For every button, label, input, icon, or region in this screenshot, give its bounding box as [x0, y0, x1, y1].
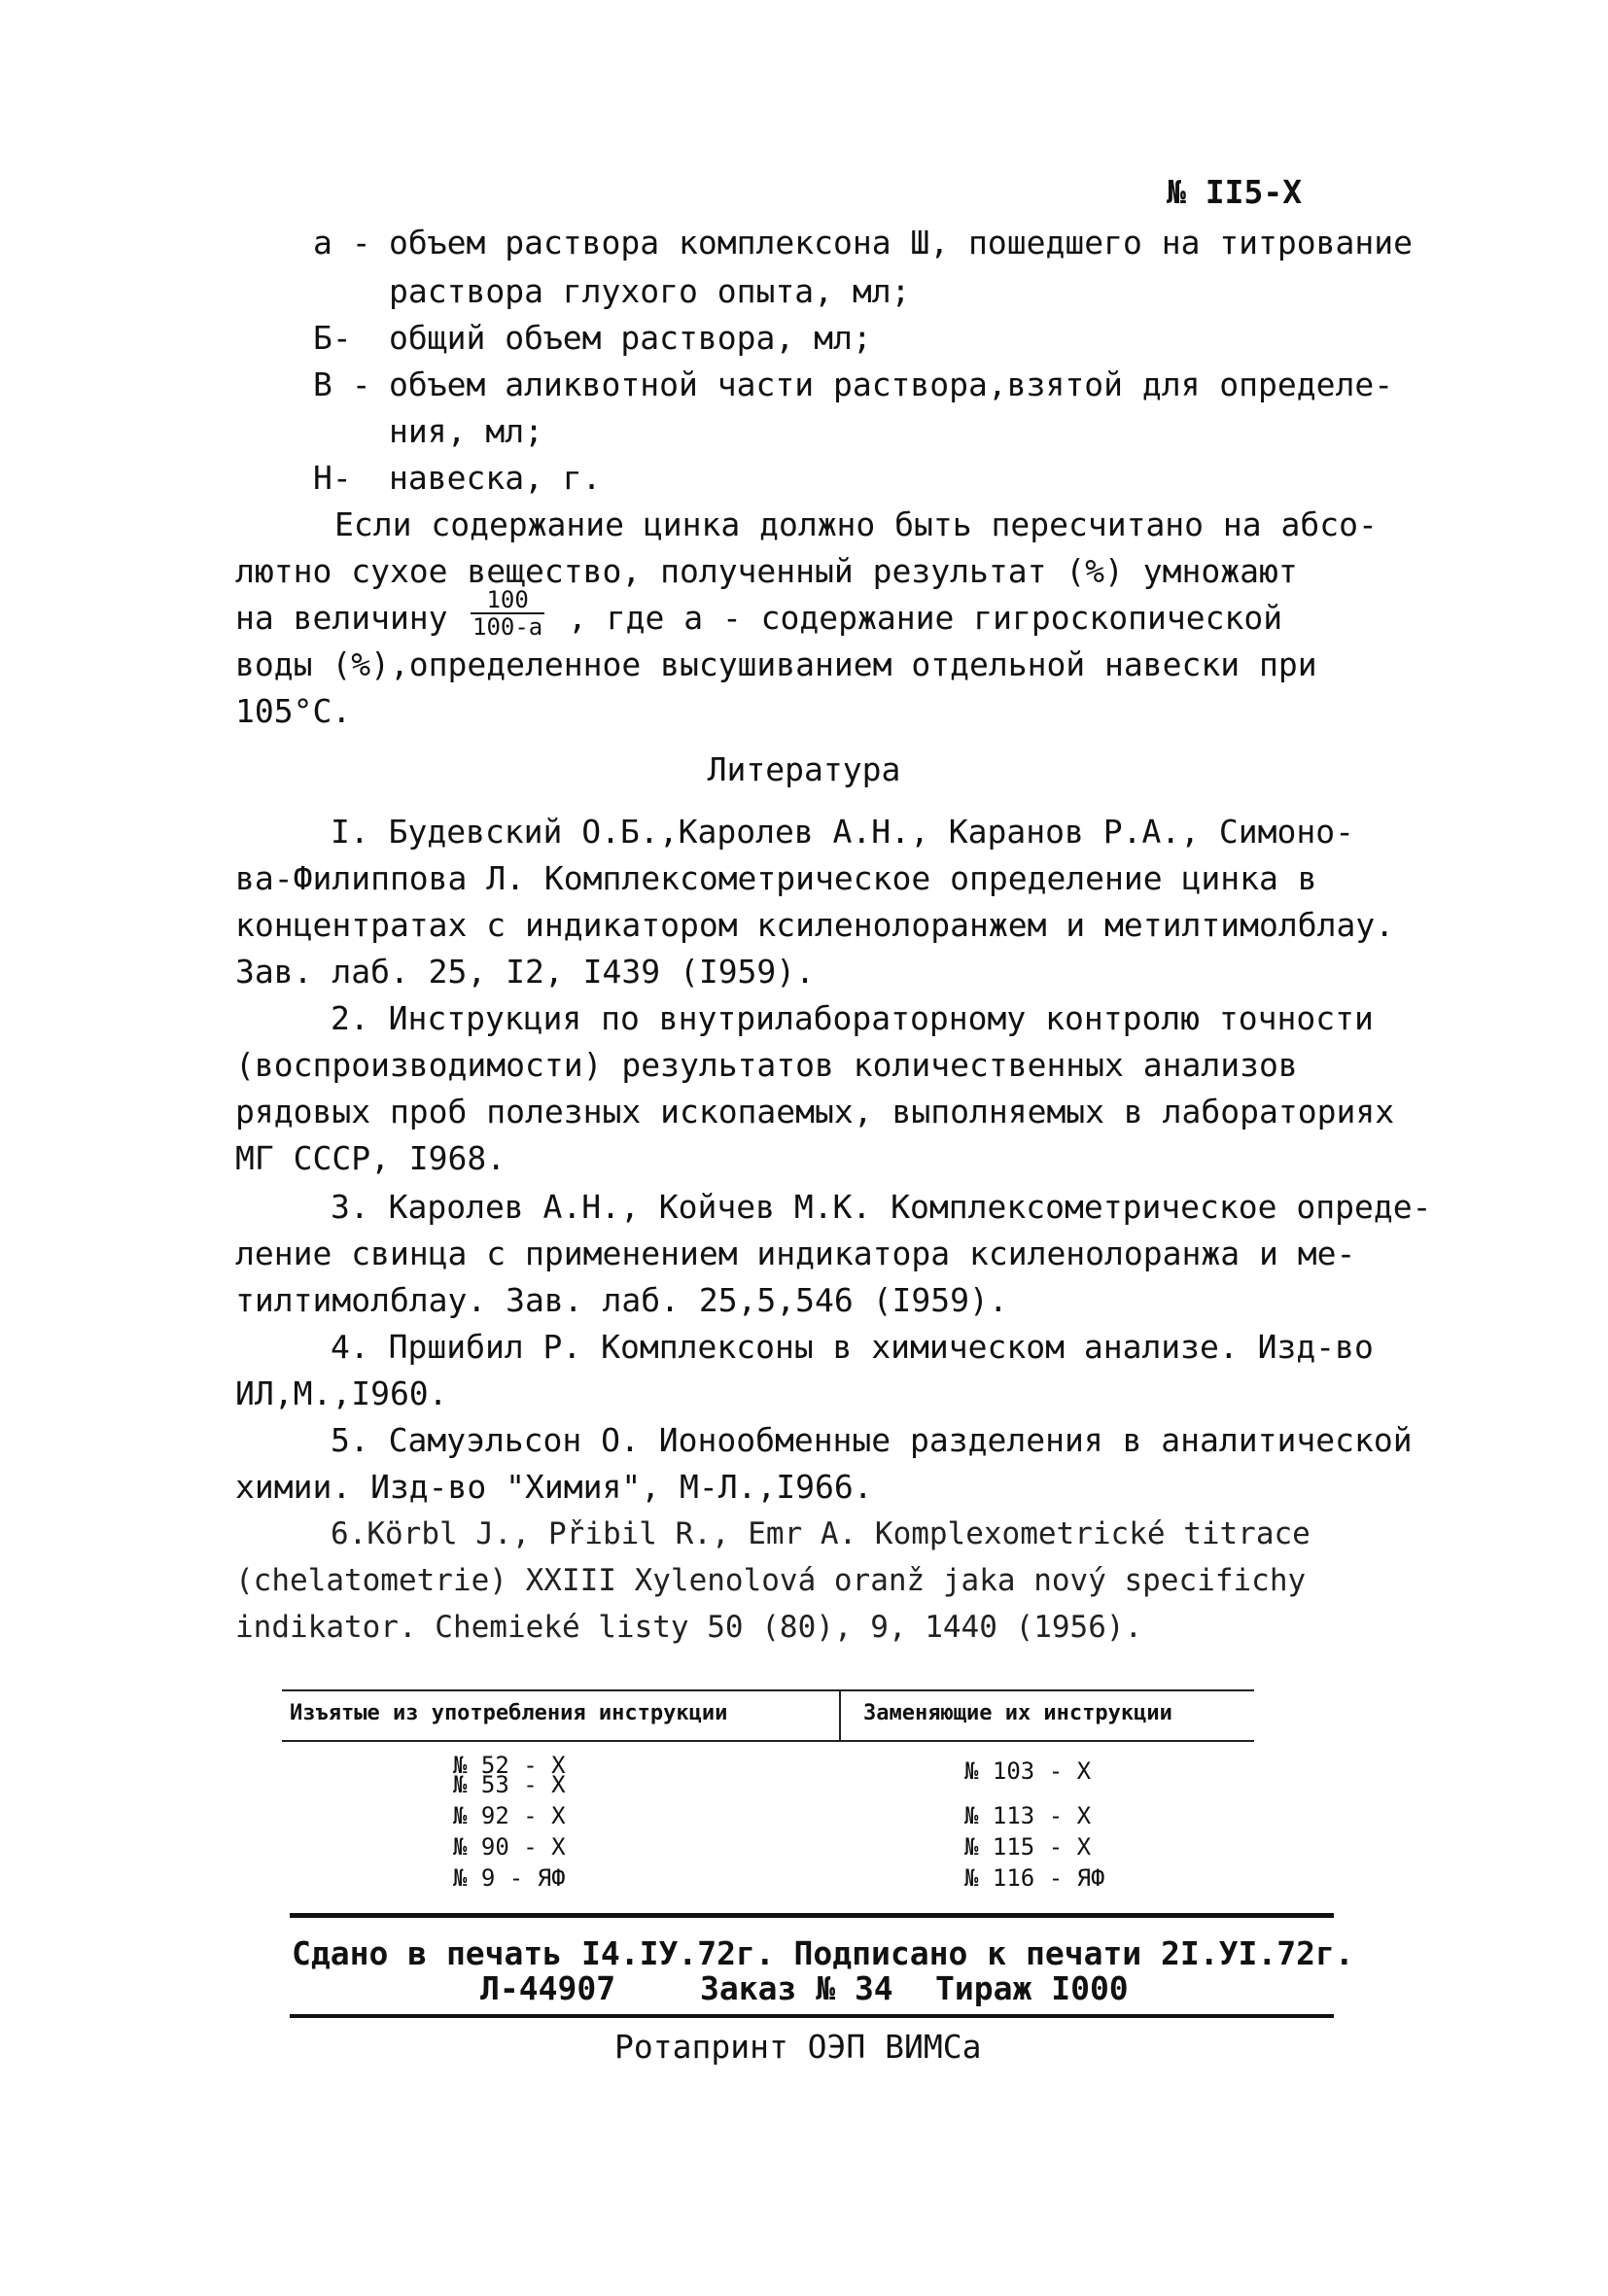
reference-line: 2. Инструкция по внутрилабораторному контролю точности [331, 999, 1374, 1037]
paragraph-line: лютно сухое вещество, полученный результат (%) умножают [235, 552, 1298, 590]
table-cell-withdrawn: № 53 - X [453, 1771, 566, 1798]
definition-term: Н- [313, 459, 352, 497]
paragraph-line: , где а - содержание гигроскопической [568, 599, 1283, 637]
reference-line: концентратах с индикатором ксиленолоранжем и метилтимолблау. [235, 906, 1395, 944]
definition-text: раствора глухого опыта, мл; [389, 272, 911, 310]
reference-line: (воспроизводимости) результатов количественных анализов [235, 1046, 1298, 1084]
reference-line: 6.Körbl J., Přibil R., Emr A. Komplexometrické titrace [331, 1516, 1311, 1551]
definition-term: Б- [313, 319, 352, 357]
definition-text: ния, мл; [389, 412, 543, 450]
fraction-denominator: 100-a [472, 613, 543, 641]
table-cell-replacement: № 116 - ЯФ [964, 1864, 1105, 1892]
reference-line: ление свинца с применением индикатора ксиленолоранжа и ме- [235, 1235, 1356, 1272]
reference-line: 5. Самуэльсон О. Ионообменные разделения в аналитической [331, 1421, 1413, 1459]
paragraph-line: 105°C. [235, 692, 352, 730]
table-cell-replacement: № 103 - X [964, 1757, 1092, 1785]
definition-text: навеска, г. [389, 459, 602, 497]
table-header-right: Заменяющие их инструкции [863, 1701, 1172, 1725]
table-header-left: Изъятые из употребления инструкции [290, 1701, 728, 1725]
instructions-table [282, 1689, 1254, 1907]
definition-term: а - [313, 224, 371, 261]
table-cell-withdrawn: № 92 - X [453, 1802, 566, 1829]
reference-line: ва-Филиппова Л. Комплексометрическое определение цинка в [235, 859, 1317, 897]
paragraph-line: Если содержание цинка должно быть пересчитано на абсо- [334, 505, 1378, 543]
fraction [471, 587, 544, 640]
reference-line: ИЛ,М.,I960. [235, 1374, 448, 1412]
reference-line: тилтимолблау. Зав. лаб. 25,5,546 (I959). [235, 1281, 1008, 1319]
reference-line: (chelatometrie) XXIII Xylenolová oranž jaka nový specifichy [235, 1563, 1307, 1598]
publication-print-run: Тираж I000 [935, 1969, 1129, 2007]
publication-order: Заказ № 34 [700, 1969, 893, 2007]
reference-line: Зав. лаб. 25, I2, I439 (I959). [235, 953, 816, 991]
table-cell-replacement: № 113 - X [964, 1802, 1092, 1829]
definition-text: общий объем раствора, мл; [389, 319, 872, 357]
reference-line: МГ СССР, I968. [235, 1139, 507, 1177]
table-top-rule [282, 1689, 1254, 1691]
definition-term: В - [313, 365, 371, 403]
footer-top-rule [290, 1913, 1334, 1918]
reference-line: indikator. Chemieké listy 50 (80), 9, 1440 (1956). [235, 1610, 1143, 1645]
table-cell-withdrawn: № 52 - X [453, 1752, 566, 1779]
definition-text: объем аликвотной части раствора,взятой для определе- [389, 365, 1394, 403]
reference-line: рядовых проб полезных ископаемых, выполняемых в лабораториях [235, 1093, 1395, 1131]
table-header-rule [282, 1740, 1254, 1742]
fraction-numerator: 100 [471, 587, 544, 614]
publication-license: Л-44907 [480, 1969, 616, 2007]
footer-bottom-rule [290, 2014, 1334, 2018]
paragraph-line: на величину [235, 599, 448, 637]
paragraph-line: воды (%),определенное высушиванием отдельной навески при [235, 645, 1317, 683]
page-number: № II5-X [1167, 173, 1303, 211]
table-cell-replacement: № 115 - X [964, 1833, 1092, 1861]
reference-line: 4. Пршибил Р. Комплексоны в химическом анализе. Изд-во [331, 1328, 1374, 1366]
publication-dates: Сдано в печать I4.IУ.72г. Подписано к печати 2I.УI.72г. [292, 1934, 1354, 1972]
table-cell-withdrawn: № 9 - ЯФ [453, 1864, 566, 1892]
reference-line: 3. Каролев А.Н., Койчев М.К. Комплексометрическое опреде- [331, 1188, 1432, 1226]
literature-heading: Литература [707, 750, 901, 788]
printer-name: Ротапринт ОЭП ВИМСа [614, 2028, 982, 2066]
reference-line: I. Будевский О.Б.,Каролев А.Н., Каранов Р.А., Симоно- [331, 813, 1354, 851]
table-column-separator [839, 1689, 841, 1740]
reference-line: химии. Изд-во "Химия", М-Л.,I966. [235, 1468, 873, 1506]
table-cell-withdrawn: № 90 - X [453, 1833, 566, 1861]
definition-text: объем раствора комплексона Ш, пошедшего на титрование [389, 224, 1413, 261]
